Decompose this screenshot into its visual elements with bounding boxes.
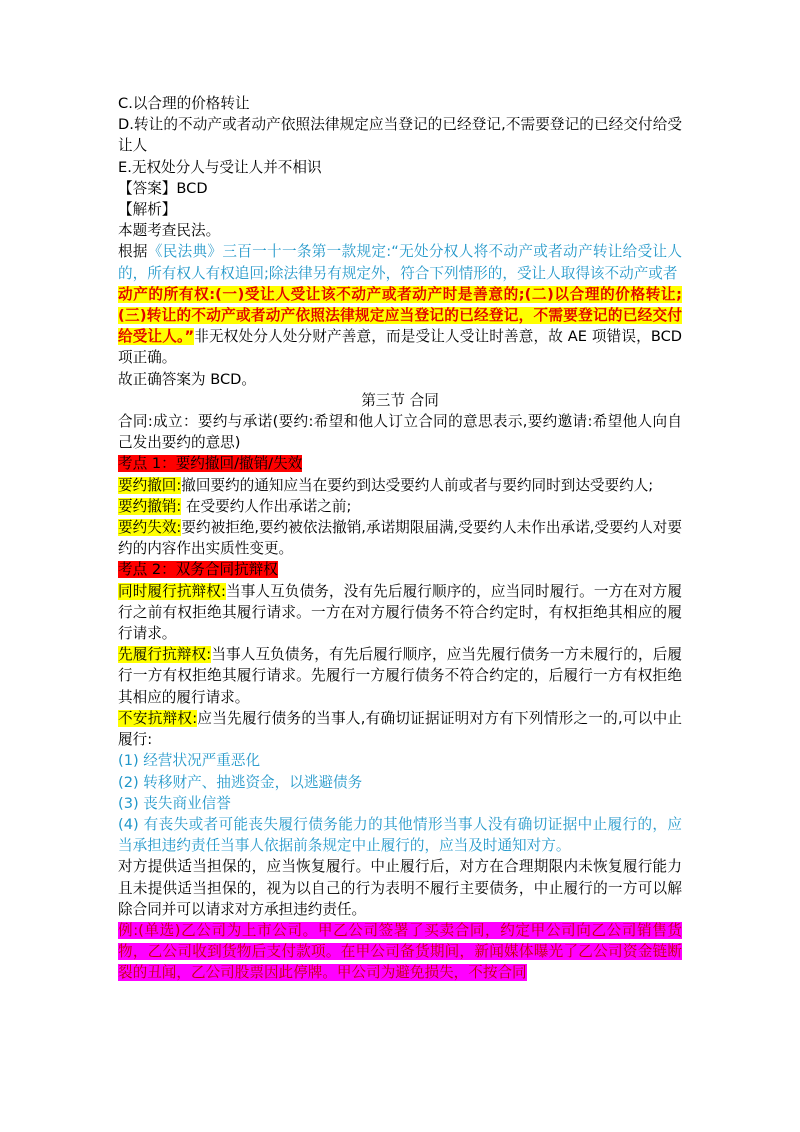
offer-expire — [118, 517, 682, 559]
simultaneous-defense-text: 当事人互负债务，没有先后履行顺序的，应当同时履行。一方在对方履行之前有权拒绝其履行请求。一方在对方履行债务不符合约定时，有权拒绝其相应的履行请求。 — [118, 582, 682, 643]
point-2-title: 考点 2：双务合同抗辩权 — [118, 561, 278, 579]
analysis-quote — [118, 241, 682, 283]
analysis-quote-conditions — [118, 284, 682, 369]
point-1-title: 考点 1：要约撤回/撤销/失效 — [118, 455, 303, 473]
first-performance-defense — [118, 644, 682, 708]
example-text: 例:(单选)乙公司为上市公司。甲乙公司签署了买卖合同，约定甲公司向乙公司销售货物，乙公司收到货物后支付款项。在甲公司备货期间，新闻媒体曝光了乙公司资金链断裂的丑闻，乙公司股票因此停牌。甲公司为避免损失，不按合同 — [118, 921, 682, 982]
point-2-heading — [118, 559, 682, 580]
section-title: 第三节 合同 — [361, 391, 439, 409]
first-performance-defense-label: 先履行抗辩权: — [118, 646, 212, 664]
unsafe-defense — [118, 708, 682, 750]
offer-expire-label: 要约失效: — [118, 519, 182, 537]
analysis-label: 【解析】 — [118, 201, 177, 219]
offer-withdraw-label: 要约撤回: — [118, 476, 182, 494]
offer-revoke-text: 在受要约人作出承诺之前; — [181, 497, 352, 515]
civil-code-quote: 《民法典》三百一十一条第一款规定:“无处分权人将不动产或者动产转让给受让人的，所有权人有权追回;除法律另有规定外，符合下列情形的，受让人取得该不动产或者 — [118, 243, 682, 282]
simultaneous-defense-label: 同时履行抗辩权: — [118, 582, 226, 600]
document-body — [118, 93, 682, 984]
unsafe-item-3: (3) 丧失商业信誉 — [118, 794, 231, 812]
unsafe-defense-text: 应当先履行债务的当事人,有确切证据证明对方有下列情形之一的,可以中止履行: — [118, 709, 683, 749]
point-1-heading — [118, 453, 682, 474]
unsafe-item-4: (4) 有丧失或者可能丧失履行债务能力的其他情形当事人没有确切证据中止履行的，应当承担违约责任当事人依据前条规定中止履行的，应当及时通知对方。 — [118, 815, 682, 855]
analysis-reasoning: 非无权处分人处分财产善意，而是受让人受让时善意，故 AE 项错误，BCD 项正确。 — [118, 328, 683, 367]
analysis-intro: 本题考查民法。 — [118, 222, 221, 240]
option-d: D.转让的不动产或者动产依照法律规定应当登记的已经登记,不需要登记的已经交付给受让人 — [118, 116, 682, 155]
resume-performance: 对方提供适当担保的，应当恢复履行。中止履行后，对方在合理期限内未恢复履行能力且未提供适当担保的，视为以自己的行为表明不履行主要债务，中止履行的一方可以解除合同并可以请求对方承担违约责任。 — [118, 858, 682, 918]
offer-revoke-label: 要约撤销: — [118, 497, 182, 515]
offer-expire-text: 要约被拒绝,要约被依法撤销,承诺期限届满,受要约人未作出承诺,受要约人对要约的内容作出实质性变更。 — [118, 519, 683, 558]
answer: 【答案】BCD — [118, 179, 208, 197]
option-c: C.以合理的价格转让 — [118, 95, 250, 112]
simultaneous-defense — [118, 581, 682, 645]
analysis-lead: 根据 — [118, 243, 148, 261]
civil-code-conditions: 动产的所有权:(一)受让人受让该不动产或者动产时是善意的;(二)以合理的价格转让;(三)转让的不动产或者动产依照法律规定应当登记的已经登记，不需要登记的已经交付给受让人。” — [118, 285, 682, 346]
analysis-conclusion: 故正确答案为 BCD。 — [118, 370, 256, 388]
example-question — [118, 920, 682, 984]
option-e: E.无权处分人与受让人并不相识 — [118, 158, 322, 176]
first-performance-defense-text: 当事人互负债务，有先后履行顺序，应当先履行债务一方未履行的，后履行一方有权拒绝其履行请求。先履行一方履行债务不符合约定的，后履行一方有权拒绝其相应的履行请求。 — [118, 646, 682, 706]
offer-revoke — [118, 496, 682, 517]
contract-intro: 合同:成立：要约与承诺(要约:希望和他人订立合同的意思表示,要约邀请:希望他人向自己发出要约的意思) — [118, 413, 682, 452]
unsafe-item-2: (2) 转移财产、抽逃资金，以逃避债务 — [118, 773, 363, 791]
offer-withdraw-text: 撤回要约的通知应当在要约到达受要约人前或者与要约同时到达受要约人; — [181, 476, 654, 494]
offer-withdraw — [118, 475, 682, 496]
unsafe-defense-label: 不安抗辩权: — [118, 709, 198, 727]
unsafe-item-1: (1) 经营状况严重恶化 — [118, 752, 261, 770]
